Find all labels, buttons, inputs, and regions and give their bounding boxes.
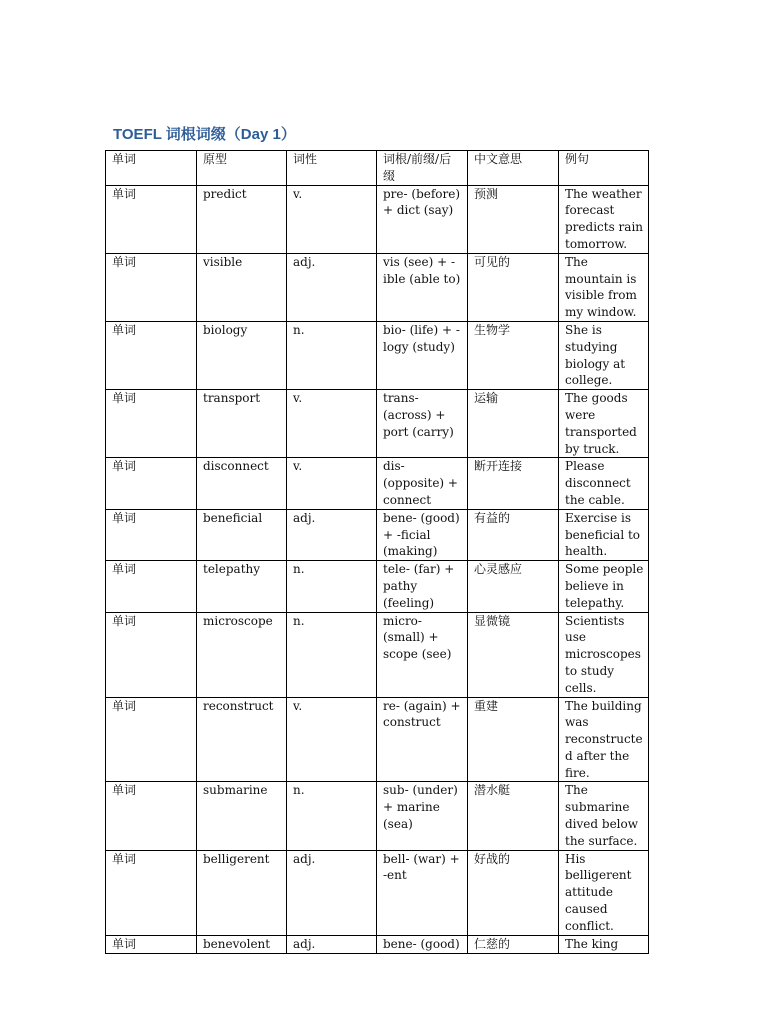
table-header-row bbox=[106, 151, 649, 186]
word-cell: beneficial bbox=[197, 509, 287, 560]
table-row bbox=[106, 321, 649, 389]
document-title: TOEFL 词根词缀（Day 1） bbox=[113, 126, 296, 143]
pos-cell: v. bbox=[287, 390, 377, 458]
pos-cell: adj. bbox=[287, 509, 377, 560]
root-cell: bene- (good) + -ficial (making) bbox=[377, 509, 468, 560]
vocabulary-table bbox=[105, 150, 649, 954]
table-row bbox=[106, 185, 649, 253]
root-cell: vis (see) + -ible (able to) bbox=[377, 253, 468, 321]
example-cell: Please disconnect the cable. bbox=[559, 458, 649, 509]
pos-cell: adj. bbox=[287, 850, 377, 935]
word-cell: predict bbox=[197, 185, 287, 253]
table-row bbox=[106, 612, 649, 697]
index-cell: 单词 bbox=[106, 321, 197, 389]
root-cell: micro- (small) + scope (see) bbox=[377, 612, 468, 697]
index-cell: 单词 bbox=[106, 253, 197, 321]
root-cell: bene- (good) bbox=[377, 935, 468, 953]
root-cell: trans- (across) + port (carry) bbox=[377, 390, 468, 458]
meaning-cell: 重建 bbox=[468, 697, 559, 782]
meaning-cell: 可见的 bbox=[468, 253, 559, 321]
meaning-cell: 心灵感应 bbox=[468, 561, 559, 612]
word-cell: submarine bbox=[197, 782, 287, 850]
index-cell: 单词 bbox=[106, 612, 197, 697]
table-row bbox=[106, 458, 649, 509]
table-row bbox=[106, 509, 649, 560]
pos-cell: n. bbox=[287, 561, 377, 612]
table-row bbox=[106, 253, 649, 321]
example-cell: The goods were transported by truck. bbox=[559, 390, 649, 458]
root-cell: sub- (under) + marine (sea) bbox=[377, 782, 468, 850]
index-cell: 单词 bbox=[106, 185, 197, 253]
example-cell: Some people believe in telepathy. bbox=[559, 561, 649, 612]
pos-cell: v. bbox=[287, 697, 377, 782]
pos-cell: n. bbox=[287, 321, 377, 389]
header-cell: 词根/前缀/后缀 bbox=[377, 151, 468, 186]
pos-cell: n. bbox=[287, 612, 377, 697]
meaning-cell: 显微镜 bbox=[468, 612, 559, 697]
example-cell: Exercise is beneficial to health. bbox=[559, 509, 649, 560]
example-cell: Scientists use microscopes to study cells. bbox=[559, 612, 649, 697]
meaning-cell: 好战的 bbox=[468, 850, 559, 935]
index-cell: 单词 bbox=[106, 509, 197, 560]
index-cell: 单词 bbox=[106, 390, 197, 458]
word-cell: transport bbox=[197, 390, 287, 458]
index-cell: 单词 bbox=[106, 697, 197, 782]
header-cell: 原型 bbox=[197, 151, 287, 186]
word-cell: reconstruct bbox=[197, 697, 287, 782]
word-cell: microscope bbox=[197, 612, 287, 697]
meaning-cell: 潜水艇 bbox=[468, 782, 559, 850]
pos-cell: v. bbox=[287, 458, 377, 509]
word-cell: disconnect bbox=[197, 458, 287, 509]
word-cell: visible bbox=[197, 253, 287, 321]
table-row bbox=[106, 390, 649, 458]
example-cell: The king bbox=[559, 935, 649, 953]
meaning-cell: 预测 bbox=[468, 185, 559, 253]
pos-cell: adj. bbox=[287, 935, 377, 953]
index-cell: 单词 bbox=[106, 561, 197, 612]
example-cell: The submarine dived below the surface. bbox=[559, 782, 649, 850]
index-cell: 单词 bbox=[106, 782, 197, 850]
word-cell: telepathy bbox=[197, 561, 287, 612]
table-row bbox=[106, 850, 649, 935]
pos-cell: n. bbox=[287, 782, 377, 850]
example-cell: The mountain is visible from my window. bbox=[559, 253, 649, 321]
example-cell: The weather forecast predicts rain tomorrow. bbox=[559, 185, 649, 253]
word-cell: biology bbox=[197, 321, 287, 389]
meaning-cell: 运输 bbox=[468, 390, 559, 458]
meaning-cell: 生物学 bbox=[468, 321, 559, 389]
index-cell: 单词 bbox=[106, 935, 197, 953]
index-cell: 单词 bbox=[106, 458, 197, 509]
table-row bbox=[106, 782, 649, 850]
root-cell: dis- (opposite) + connect bbox=[377, 458, 468, 509]
table-row bbox=[106, 697, 649, 782]
root-cell: bell- (war) + -ent bbox=[377, 850, 468, 935]
meaning-cell: 有益的 bbox=[468, 509, 559, 560]
pos-cell: adj. bbox=[287, 253, 377, 321]
root-cell: pre- (before) + dict (say) bbox=[377, 185, 468, 253]
example-cell: The building was reconstructed after the fire. bbox=[559, 697, 649, 782]
header-cell: 中文意思 bbox=[468, 151, 559, 186]
index-cell: 单词 bbox=[106, 850, 197, 935]
table-row bbox=[106, 561, 649, 612]
example-cell: She is studying biology at college. bbox=[559, 321, 649, 389]
meaning-cell: 断开连接 bbox=[468, 458, 559, 509]
header-cell: 例句 bbox=[559, 151, 649, 186]
example-cell: His belligerent attitude caused conflict. bbox=[559, 850, 649, 935]
root-cell: bio- (life) + -logy (study) bbox=[377, 321, 468, 389]
meaning-cell: 仁慈的 bbox=[468, 935, 559, 953]
header-cell: 单词 bbox=[106, 151, 197, 186]
word-cell: benevolent bbox=[197, 935, 287, 953]
root-cell: re- (again) + construct bbox=[377, 697, 468, 782]
table-row bbox=[106, 935, 649, 953]
word-cell: belligerent bbox=[197, 850, 287, 935]
root-cell: tele- (far) + pathy (feeling) bbox=[377, 561, 468, 612]
pos-cell: v. bbox=[287, 185, 377, 253]
header-cell: 词性 bbox=[287, 151, 377, 186]
